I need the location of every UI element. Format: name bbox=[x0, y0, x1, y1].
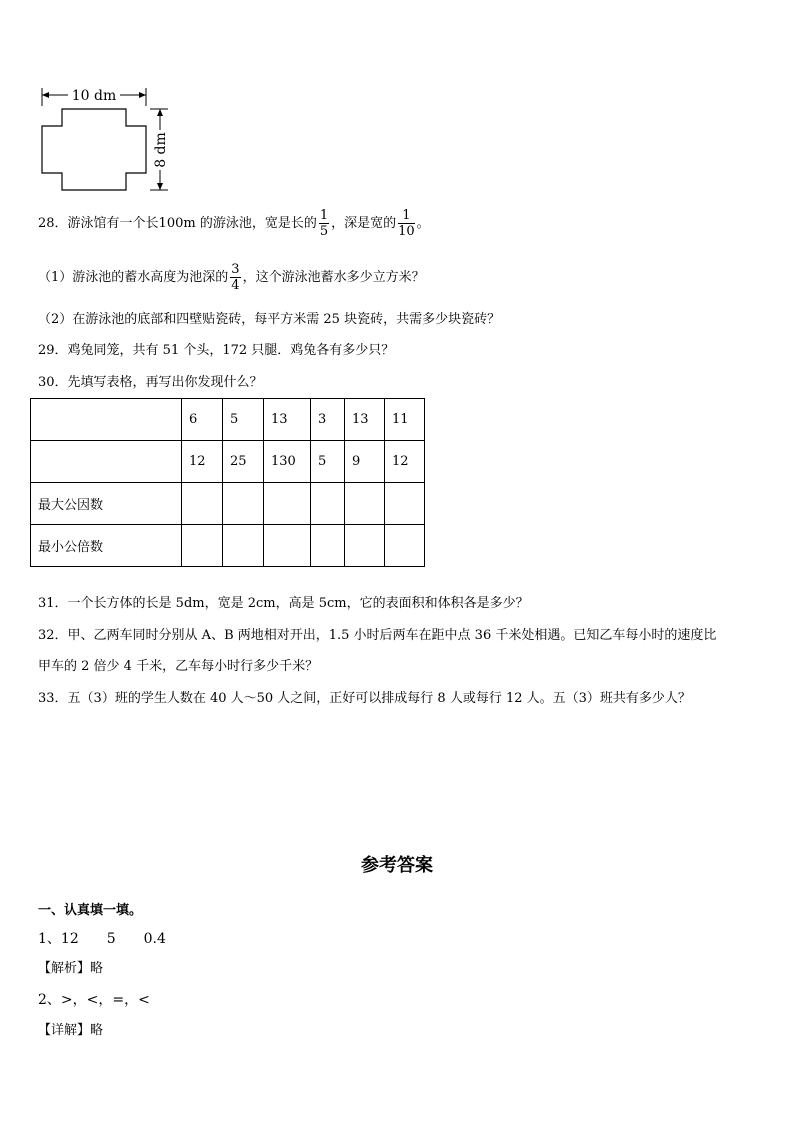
table-row bbox=[31, 441, 425, 483]
fraction-three-quarters: $\frac{3}{4}$ bbox=[231, 262, 240, 293]
table-cell: 25 bbox=[223, 441, 264, 483]
fraction-one-tenth: $\frac{1}{10}$ bbox=[398, 208, 415, 239]
answer-cell[interactable] bbox=[345, 483, 385, 525]
table-cell: 12 bbox=[182, 441, 223, 483]
table-cell: 12 bbox=[385, 441, 425, 483]
question-28-part-2: （2）在游泳池的底部和四壁贴瓷砖，每平方米需 25 块瓷砖，共需多少块瓷砖？ bbox=[38, 312, 501, 327]
table-row-header: 最小公倍数 bbox=[31, 525, 182, 567]
table-cell: 9 bbox=[345, 441, 385, 483]
question-28-part-1 bbox=[38, 262, 425, 293]
table-cell: 13 bbox=[345, 399, 385, 441]
table-row bbox=[31, 399, 425, 441]
table-cell: 5 bbox=[311, 441, 345, 483]
q28-text-d: 。 bbox=[416, 216, 430, 231]
q28-text-c: ，深是宽的 bbox=[331, 216, 397, 231]
answer-cell[interactable] bbox=[223, 525, 264, 567]
answer-cell[interactable] bbox=[385, 525, 425, 567]
q28-1-text-b: ，这个游泳池蓄水多少立方米？ bbox=[242, 270, 425, 285]
question-30: 30．先填写表格，再写出你发现什么？ bbox=[38, 375, 263, 390]
q28-text-a: 28．游泳馆有一个长 bbox=[38, 216, 159, 231]
table-cell: 5 bbox=[223, 399, 264, 441]
height-dimension-label: 8 dm bbox=[153, 132, 169, 168]
fraction-one-fifth: $\frac{1}{5}$ bbox=[319, 208, 329, 239]
q28-length: 100m bbox=[158, 216, 196, 231]
table-row bbox=[31, 525, 425, 567]
answer-1-note: 【解析】略 bbox=[38, 961, 104, 976]
answer-cell[interactable] bbox=[311, 483, 345, 525]
width-dimension-label: 10 dm bbox=[71, 88, 117, 104]
answer-cell[interactable] bbox=[223, 483, 264, 525]
q28-1-text-a: （1）游泳池的蓄水高度为池深的 bbox=[38, 270, 229, 285]
question-28 bbox=[38, 208, 430, 239]
table-cell bbox=[31, 441, 182, 483]
table-row bbox=[31, 483, 425, 525]
table-cell: 11 bbox=[385, 399, 425, 441]
answer-cell[interactable] bbox=[264, 525, 311, 567]
question-31: 31．一个长方体的长是 5dm，宽是 2cm，高是 5cm，它的表面积和体积各是多少？ bbox=[38, 596, 529, 611]
answer-cell[interactable] bbox=[345, 525, 385, 567]
question-29: 29．鸡兔同笼，共有 51 个头，172 只腿．鸡兔各有多少只？ bbox=[38, 343, 395, 358]
table-cell: 13 bbox=[264, 399, 311, 441]
answer-cell[interactable] bbox=[182, 525, 223, 567]
table-cell bbox=[31, 399, 182, 441]
question-32-line-1: 32．甲、乙两车同时分别从 A、B 两地相对开出，1.5 小时后两车在距中点 36 千米处相遇。已知乙车每小时的速度比 bbox=[38, 628, 717, 643]
question-33: 33．五（3）班的学生人数在 40 人～50 人之间，正好可以排成每行 8 人或每行 12 人。五（3）班共有多少人？ bbox=[38, 691, 691, 706]
answers-title: 参考答案 bbox=[361, 855, 433, 876]
cross-shape-figure bbox=[36, 80, 176, 196]
question-32-line-2: 甲车的 2 倍少 4 千米，乙车每小时行多少千米？ bbox=[38, 659, 319, 674]
answer-cell[interactable] bbox=[385, 483, 425, 525]
answer-2-note: 【详解】略 bbox=[38, 1023, 104, 1038]
table-cell: 3 bbox=[311, 399, 345, 441]
answer-2: 2、>，<，=，< bbox=[38, 992, 150, 1008]
answers-section-1: 一、认真填一填。 bbox=[38, 903, 143, 918]
answer-cell[interactable] bbox=[311, 525, 345, 567]
table-cell: 6 bbox=[182, 399, 223, 441]
answer-cell[interactable] bbox=[264, 483, 311, 525]
answer-1: 1、12 5 0.4 bbox=[38, 931, 166, 947]
answer-cell[interactable] bbox=[182, 483, 223, 525]
q28-text-b: 的游泳池，宽是长的 bbox=[195, 216, 317, 231]
table-cell: 130 bbox=[264, 441, 311, 483]
gcd-lcm-table bbox=[30, 398, 425, 567]
table-row-header: 最大公因数 bbox=[31, 483, 182, 525]
